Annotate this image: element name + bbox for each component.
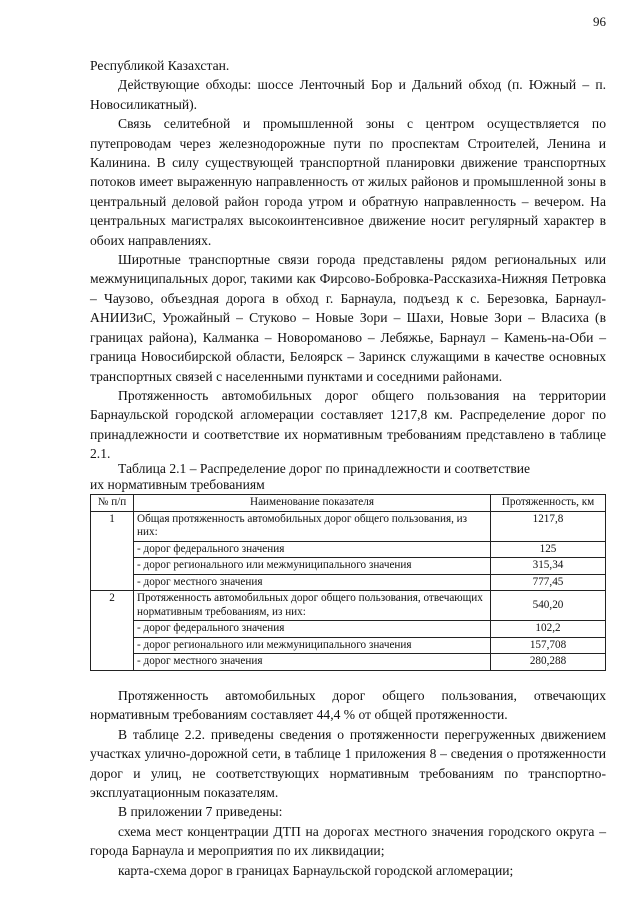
- row-value: 157,708: [491, 637, 606, 654]
- table-caption-line-2: их нормативным требованиям: [90, 477, 265, 492]
- row-name: Общая протяженность автомобильных дорог общего пользования, из них:: [134, 511, 491, 541]
- paragraph-4: Широтные транспортные связи города представлены рядом региональных или межмуниципальных дорог, такими как Фирсово-Бобровка-Рассказиха-Нижняя Петровка – Чаузово, объездная дорога в обход г. Барнаула, подъезд к с. Березовка, Барнаул-АНИИЗиС, Урожайный – Стуково – Новые Зори – Шахи, Новые Зори – Власиха (в границах района), Калманка – Новороманово – Лебяжье, Барнаул – Камень-на-Оби – граница Новосибирской области, Белоярск – Заринск служащими в качестве основных транспортных связей с населенными пунктами и соседними районами.: [90, 252, 606, 384]
- body-text: [90, 56, 606, 464]
- row-name: - дорог местного значения: [134, 574, 491, 591]
- paragraph-after-1: Протяженность автомобильных дорог общего пользования, отвечающих нормативным требованиям составляет 44,4 % от общей протяженности.: [90, 688, 606, 723]
- paragraph-after-5: карта-схема дорог в границах Барнаульской городской агломерации;: [118, 862, 514, 878]
- table-row: [91, 541, 606, 558]
- row-name: - дорог регионального или межмуниципального значения: [134, 558, 491, 575]
- table-row: [91, 511, 606, 541]
- paragraph-after-2: В таблице 2.2. приведены сведения о протяженности перегруженных движением участках улично-дорожной сети, в таблице 1 приложения 8 – сведения о протяженности дорог и улиц, не соответствующих нормативным требованиям по транспортно-эксплуатационным показателям.: [90, 726, 606, 801]
- row-value: 1217,8: [491, 511, 606, 541]
- row-value: 102,2: [491, 621, 606, 638]
- row-value: 315,34: [491, 558, 606, 575]
- paragraph-after-4: схема мест концентрации ДТП на дорогах местного значения городского округа – города Барнаула и мероприятия по их ликвидации;: [90, 823, 606, 859]
- row-name: - дорог федерального значения: [134, 541, 491, 558]
- paragraph-5: Протяженность автомобильных дорог общего пользования на территории Барнаульской городской агломерации составляет 1217,8 км. Распределение дорог по принадлежности и соответствие их нормативным требованиям представлено в таблице 2.1.: [90, 387, 606, 462]
- paragraph-3: Связь селитебной и промышленной зоны с центром осуществляется по путепроводам через железнодорожные пути по проспектам Строителей, Ленина и Калинина. В силу существующей транспортной планировки движение транспортных потоков имеет выраженную направленность от жилых районов и промышленной зоны в центральный деловой район города утром и обратную направленность – вечером. На центральных магистралях высокоинтенсивное движение носит регулярный характер в обоих направлениях.: [90, 116, 606, 248]
- row-value: 125: [491, 541, 606, 558]
- paragraph-2: Действующие обходы: шоссе Ленточный Бор и Дальний обход (п. Южный – п. Новосиликатный).: [90, 77, 606, 112]
- row-name: - дорог регионального или межмуниципального значения: [134, 637, 491, 654]
- header-num: № п/п: [91, 495, 134, 512]
- row-name: - дорог местного значения: [134, 654, 491, 671]
- row-name: Протяженность автомобильных дорог общего пользования, отвечающих нормативным требованиям, из них:: [134, 591, 491, 621]
- table-row: [91, 637, 606, 654]
- table-caption: [90, 461, 606, 493]
- row-name: - дорог федерального значения: [134, 621, 491, 638]
- paragraph-after-3: В приложении 7 приведены:: [118, 804, 283, 820]
- body-text-after-table: [90, 686, 606, 880]
- row-num: 2: [91, 591, 134, 671]
- page-number: 96: [593, 14, 606, 29]
- row-value: 280,288: [491, 654, 606, 671]
- table-row: [91, 654, 606, 671]
- table-row: [91, 591, 606, 621]
- roads-table: [90, 494, 606, 671]
- table-header-row: [91, 495, 606, 512]
- table-row: [91, 574, 606, 591]
- table-row: [91, 558, 606, 575]
- header-name: Наименование показателя: [134, 495, 491, 512]
- header-value: Протяженность, км: [491, 495, 606, 512]
- table-caption-line-1: Таблица 2.1 – Распределение дорог по принадлежности и соответствие: [118, 461, 531, 476]
- paragraph-1: Республикой Казахстан.: [90, 58, 230, 73]
- row-value: 540,20: [491, 591, 606, 621]
- row-value: 777,45: [491, 574, 606, 591]
- row-num: 1: [91, 511, 134, 591]
- table-row: [91, 621, 606, 638]
